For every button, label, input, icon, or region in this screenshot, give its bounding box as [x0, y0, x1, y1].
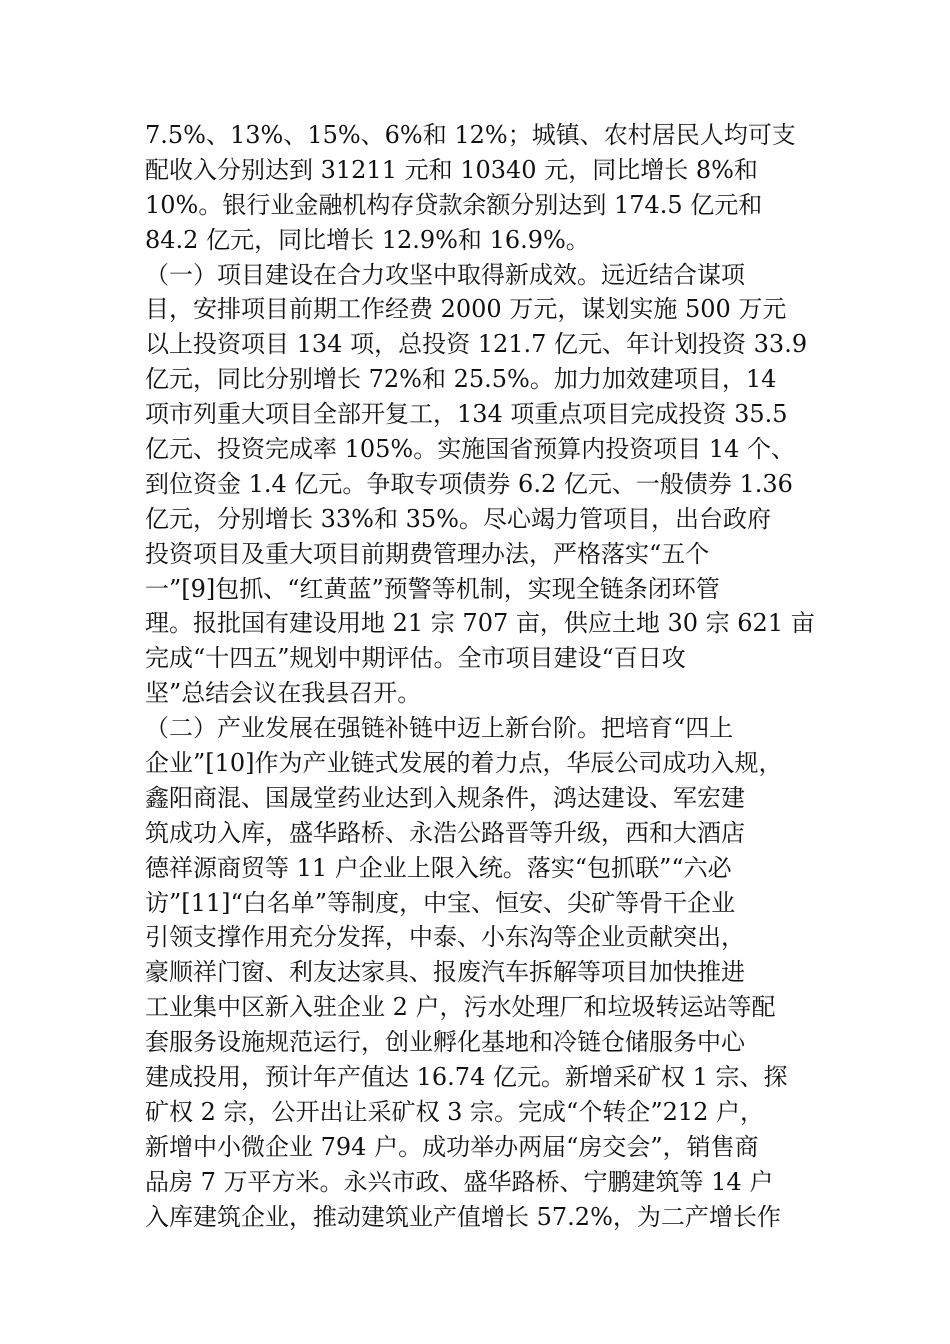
text-line: 筑成功入库，盛华路桥、永浩公路晋等升级，西和大酒店: [145, 818, 745, 847]
text-line: 目，安排项目前期工作经费 2000 万元，谋划实施 500 万元: [145, 295, 787, 324]
text-line: 建成投用，预计年产值达 16.74 亿元。新增采矿权 1 宗、探: [145, 1063, 788, 1092]
text-line: 德祥源商贸等 11 户企业上限入统。落实“包抓联”“六必: [145, 853, 732, 882]
text-line: 品房 7 万平方米。永兴市政、盛华路桥、宁鹏建筑等 14 户: [145, 1167, 774, 1196]
text-line: 豪顺祥门窗、利友达家具、报废汽车拆解等项目加快推进: [145, 958, 745, 987]
text-line: 亿元、投资完成率 105%。实施国省预算内投资项目 14 个、: [145, 435, 796, 464]
text-line: 到位资金 1.4 亿元。争取专项债券 6.2 亿元、一般债券 1.36: [145, 469, 793, 498]
text-line: 工业集中区新入驻企业 2 户，污水处理厂和垃圾转运站等配: [145, 993, 776, 1022]
text-line: 新增中小微企业 794 户。成功举办两届“房交会”，销售商: [145, 1132, 759, 1161]
body-text: [145, 118, 845, 1235]
text-line: 亿元，分别增长 33%和 35%。尽心竭力管项目，出台政府: [145, 504, 771, 533]
text-line: 访”[11]“白名单”等制度，中宝、恒安、尖矿等骨干企业: [145, 888, 736, 917]
text-line: 企业”[10]作为产业链式发展的着力点，华辰公司成功入规，: [145, 749, 783, 778]
text-line: 引领支撑作用充分发挥，中泰、小东沟等企业贡献突出，: [145, 923, 745, 952]
text-line: 一”[9]包抓、“红黄蓝”预警等机制，实现全链条闭环管: [145, 574, 720, 603]
text-line: 7.5%、13%、15%、6%和 12%；城镇、农村居民人均可支: [145, 121, 796, 149]
text-line: （一）项目建设在合力攻坚中取得新成效。远近结合谋项: [145, 260, 745, 289]
text-line: 坚”总结会议在我县召开。: [145, 679, 422, 708]
text-line: 配收入分别达到 31211 元和 10340 元，同比增长 8%和: [145, 155, 758, 184]
text-line: 矿权 2 宗，公开出让采矿权 3 宗。完成“个转企”212 户，: [145, 1097, 765, 1126]
text-line: 10%。银行业金融机构存贷款余额分别达到 174.5 亿元和: [145, 190, 763, 219]
text-line: 鑫阳商混、国晟堂药业达到入规条件，鸿达建设、军宏建: [145, 783, 745, 812]
text-line: 以上投资项目 134 项，总投资 121.7 亿元、年计划投资 33.9: [145, 330, 808, 359]
text-line: （二）产业发展在强链补链中迈上新台阶。把培育“四上: [145, 714, 734, 743]
text-line: 项市列重大项目全部开复工，134 项重点项目完成投资 35.5: [145, 400, 788, 429]
text-line: 投资项目及重大项目前期费管理办法，严格落实“五个: [145, 539, 710, 568]
text-line: 84.2 亿元，同比增长 12.9%和 16.9%。: [145, 225, 590, 254]
text-line: 套服务设施规范运行，创业孵化基地和冷链仓储服务中心: [145, 1028, 745, 1057]
text-line: 亿元，同比分别增长 72%和 25.5%。加力加效建项目，14: [145, 365, 777, 394]
text-line: 理。报批国有建设用地 21 宗 707 亩，供应土地 30 宗 621 亩: [145, 609, 815, 638]
text-line: 完成“十四五”规划中期评估。全市项目建设“百日攻: [145, 644, 686, 673]
text-line: 入库建筑企业，推动建筑业产值增长 57.2%，为二产增长作: [145, 1202, 781, 1231]
